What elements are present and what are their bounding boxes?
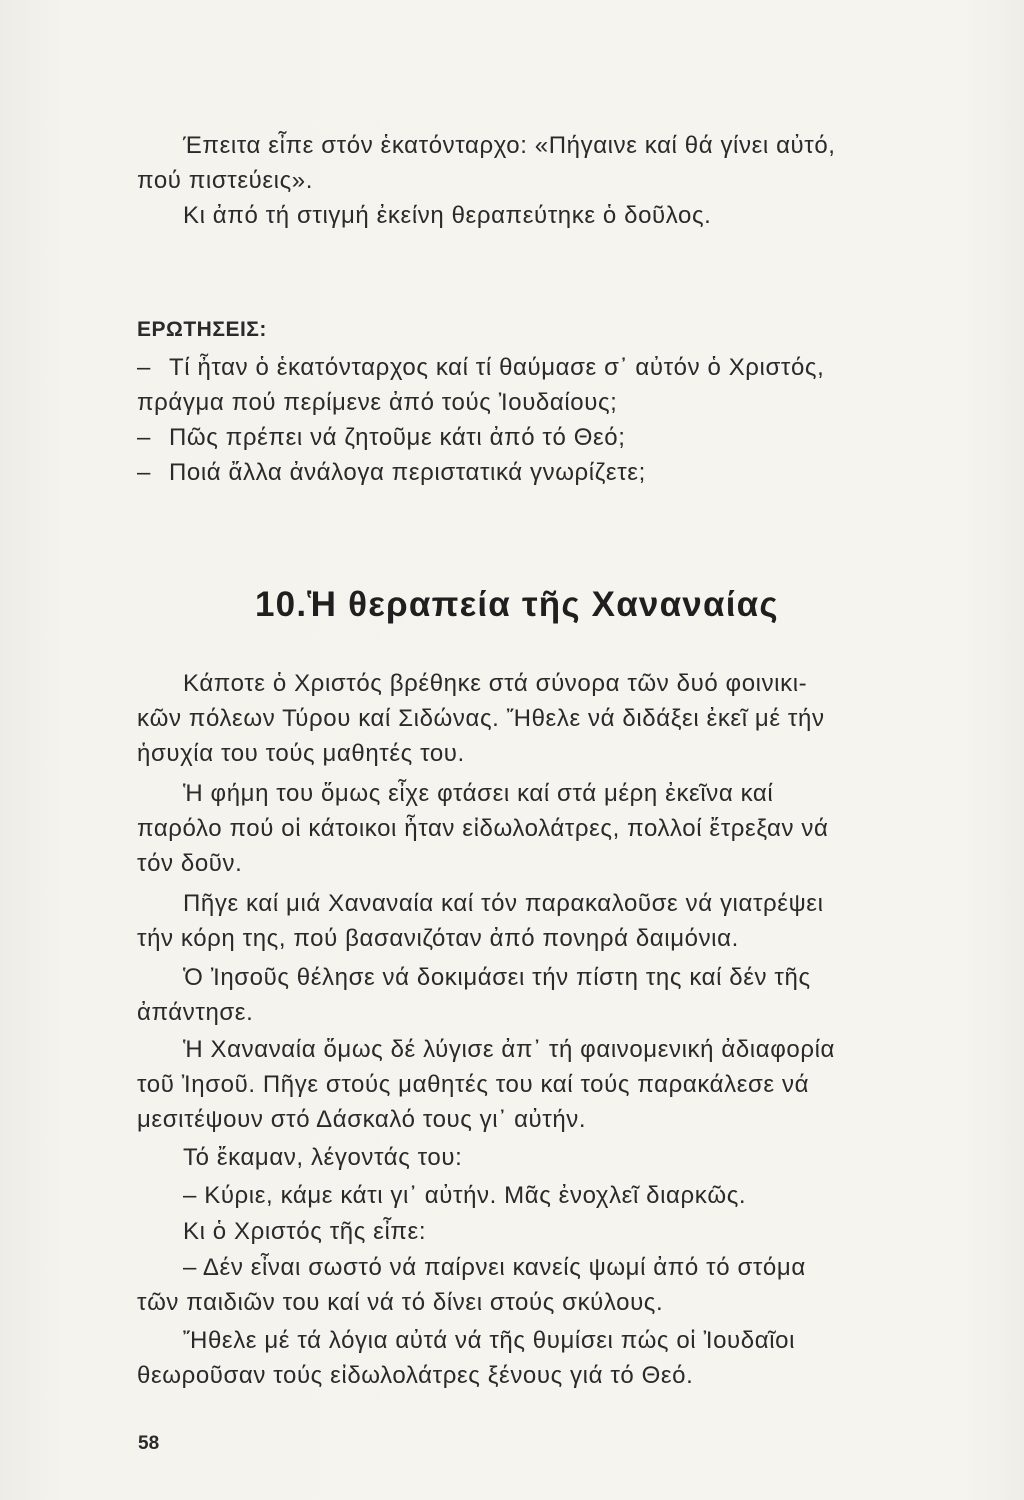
- body-line: τοῦ Ἰησοῦ. Πῆγε στούς μαθητές του καί τούς παρακάλεσε νά: [137, 1071, 810, 1098]
- body-line: ἡσυχία του τούς μαθητές του.: [137, 740, 465, 767]
- body-line: τῶν παιδιῶν του καί νά τό δίνει στούς σκύλους.: [137, 1289, 664, 1316]
- paragraph-line: πού πιστεύεις».: [137, 167, 313, 194]
- question-text: Τί ἦταν ὁ ἑκατόνταρχος καί τί θαύμασε σ᾽ αὐτόν ὁ Χριστός,: [169, 354, 825, 381]
- page-number: 58: [138, 1433, 160, 1454]
- body-line: – Κύριε, κάμε κάτι γι᾽ αὐτήν. Μᾶς ἐνοχλεῖ διαρκῶς.: [183, 1182, 747, 1209]
- body-line: Ἡ Χαναναία ὅμως δέ λύγισε ἀπ᾽ τή φαινομενική ἀδιαφορία: [183, 1036, 835, 1063]
- question-item: [137, 350, 824, 385]
- question-text: Πῶς πρέπει νά ζητοῦμε κάτι ἀπό τό Θεό;: [169, 424, 626, 451]
- question-text: Ποιά ἄλλα ἀνάλογα περιστατικά γνωρίζετε;: [169, 459, 646, 486]
- question-item: [137, 455, 824, 490]
- question-text: πράγμα πού περίμενε ἀπό τούς Ἰουδαίους;: [137, 389, 618, 416]
- body-line: παρόλο πού οἱ κάτοικοι ἦταν εἰδωλολάτρες, πολλοί ἔτρεξαν νά: [137, 815, 829, 842]
- body-line: – Δέν εἶναι σωστό νά παίρνει κανείς ψωμί ἀπό τό στόμα: [183, 1254, 806, 1281]
- paragraph-line: Κι ἀπό τή στιγμή ἐκείνη θεραπεύτηκε ὁ δοῦλος.: [183, 202, 712, 229]
- chapter-title: 10.Ἡ θεραπεία τῆς Χαναναίας: [255, 585, 779, 624]
- body-line: Ὁ Ἰησοῦς θέλησε νά δοκιμάσει τήν πίστη της καί δέν τῆς: [183, 964, 811, 991]
- dash: –: [137, 459, 151, 486]
- question-item: [137, 420, 824, 455]
- body-line: κῶν πόλεων Τύρου καί Σιδώνας. Ἤθελε νά διδάξει ἐκεῖ μέ τήν: [137, 705, 825, 732]
- body-line: τήν κόρη της, πού βασανιζόταν ἀπό πονηρά δαιμόνια.: [137, 925, 739, 952]
- body-line: Κάποτε ὁ Χριστός βρέθηκε στά σύνορα τῶν δυό φοινικι-: [183, 670, 808, 697]
- dash: –: [137, 354, 151, 381]
- body-line: Κι ὁ Χριστός τῆς εἶπε:: [183, 1218, 427, 1245]
- body-line: θεωροῦσαν τούς εἰδωλολάτρες ξένους γιά τό Θεό.: [137, 1362, 694, 1389]
- body-line: τόν δοῦν.: [137, 850, 243, 877]
- questions-heading: ΕΡΩΤΗΣΕΙΣ:: [137, 318, 267, 341]
- paragraph-line: Έπειτα εἶπε στόν ἑκατόνταρχο: «Πήγαινε καί θά γίνει αὐτό,: [183, 132, 836, 159]
- body-line: Τό ἔκαμαν, λέγοντάς του:: [183, 1144, 463, 1171]
- body-line: Πῆγε καί μιά Χαναναία καί τόν παρακαλοῦσε νά γιατρέψει: [183, 890, 824, 917]
- dash: –: [137, 424, 151, 451]
- questions-list: [137, 350, 824, 490]
- body-line: ἀπάντησε.: [137, 999, 254, 1026]
- body-line: μεσιτέψουν στό Δάσκαλό τους γι᾽ αὐτήν.: [137, 1106, 587, 1133]
- body-line: Ἤθελε μέ τά λόγια αὐτά νά τῆς θυμίσει πώς οἱ Ἰουδαῖοι: [183, 1327, 796, 1354]
- body-line: Ἡ φήμη του ὅμως εἶχε φτάσει καί στά μέρη ἐκεῖνα καί: [183, 780, 774, 807]
- question-item-continuation: [137, 385, 824, 420]
